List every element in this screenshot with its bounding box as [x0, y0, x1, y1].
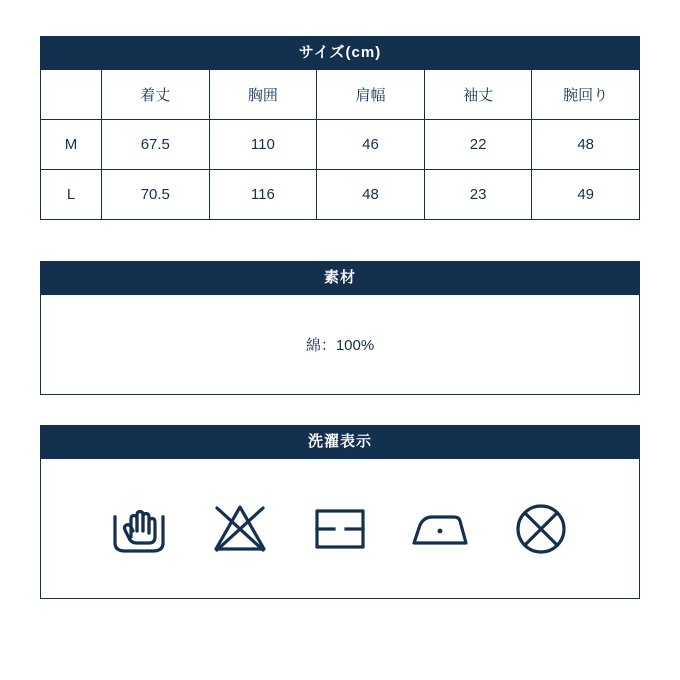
table-row [41, 120, 640, 170]
size-table-head [41, 70, 640, 120]
size-cell-m-length: 67.5 [102, 120, 210, 170]
size-column-header-chest: 胸囲 [209, 70, 317, 120]
size-cell-m-shoulder: 46 [317, 120, 425, 170]
size-table [40, 70, 640, 220]
size-row-label-m: M [41, 120, 102, 170]
size-row-label-l: L [41, 170, 102, 220]
size-column-header-armhole: 腕回り [532, 70, 640, 120]
size-column-header-length: 着丈 [102, 70, 210, 120]
size-column-header-shoulder: 肩幅 [317, 70, 425, 120]
size-cell-m-sleeve: 22 [424, 120, 532, 170]
size-table-body [41, 120, 640, 220]
size-column-header-sleeve: 袖丈 [424, 70, 532, 120]
size-cell-m-armhole: 48 [532, 120, 640, 170]
material-panel [40, 261, 640, 395]
material-panel-body [40, 295, 640, 395]
tumble-dry-flat-icon [308, 497, 372, 561]
care-panel [40, 425, 640, 599]
care-panel-body [40, 459, 640, 599]
iron-low-icon [408, 497, 472, 561]
no-dry-clean-icon [509, 497, 573, 561]
table-row [41, 170, 640, 220]
size-cell-l-sleeve: 23 [424, 170, 532, 220]
size-table-corner-cell [41, 70, 102, 120]
care-panel-title: 洗濯表示 [40, 425, 640, 459]
no-bleach-icon [208, 497, 272, 561]
size-cell-l-armhole: 49 [532, 170, 640, 220]
material-text: 綿：100% [305, 337, 375, 354]
material-panel-title: 素材 [40, 261, 640, 295]
hand-wash-icon [107, 497, 171, 561]
size-panel [40, 36, 640, 220]
size-cell-m-chest: 110 [209, 120, 317, 170]
size-cell-l-shoulder: 48 [317, 170, 425, 220]
size-panel-title: サイズ(cm) [40, 36, 640, 70]
size-cell-l-length: 70.5 [102, 170, 210, 220]
size-cell-l-chest: 116 [209, 170, 317, 220]
size-table-header-row [41, 70, 640, 120]
